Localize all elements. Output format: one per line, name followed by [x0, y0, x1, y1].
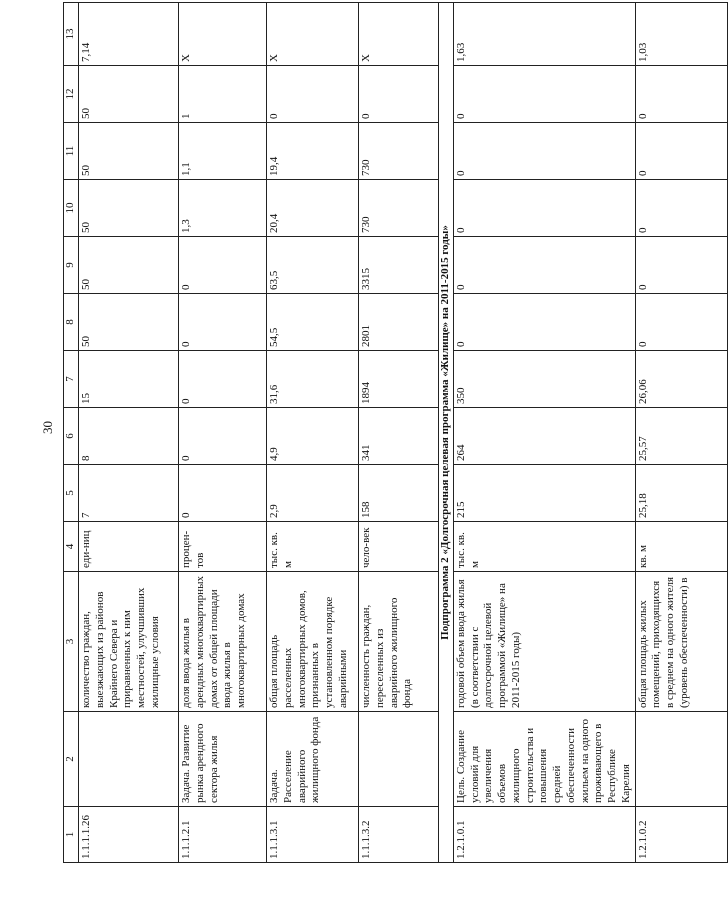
- table-cell: 5: [64, 465, 79, 522]
- table-cell: 3: [64, 572, 79, 712]
- table-cell: 0: [179, 465, 267, 522]
- table-cell: количество граждан, выезжающих из районов Крайнего Севера и приравненных к ним местностей, улучшивших жилищные условия: [79, 572, 179, 712]
- table-cell: 25,57: [635, 408, 727, 465]
- table-cell: 0: [179, 294, 267, 351]
- table-cell: 1894: [359, 351, 439, 408]
- table-cell: 1.1.1.3.2: [359, 807, 439, 863]
- table-cell: 19,4: [267, 123, 359, 180]
- table-cell: 158: [359, 465, 439, 522]
- table-cell: 1: [64, 807, 79, 863]
- table-cell: 0: [179, 408, 267, 465]
- table-cell: 9: [64, 237, 79, 294]
- table-body: [64, 3, 728, 863]
- table-cell: 0: [635, 66, 727, 123]
- table-cell: 730: [359, 123, 439, 180]
- table-cell: доля ввода жилья в арендных многоквартирных домах от общей площади ввода жилья в многоквартирных домах: [179, 572, 267, 712]
- table-cell: 1,1: [179, 123, 267, 180]
- table-row: [267, 3, 359, 863]
- table-cell: годовой объем ввода жилья (в соответствии с долгосрочной целевой программой «Жилище» на 2011-2015 годы): [453, 572, 635, 712]
- table-cell: 1.2.1.0.1: [453, 807, 635, 863]
- table-cell: тыс. кв. м: [453, 522, 635, 572]
- table-cell: 730: [359, 180, 439, 237]
- table-cell: 6: [64, 408, 79, 465]
- table-cell: 10: [64, 180, 79, 237]
- table-cell: 50: [79, 237, 179, 294]
- table-cell: 7: [79, 465, 179, 522]
- table-cell: 350: [453, 351, 635, 408]
- table-cell: 0: [453, 66, 635, 123]
- table-cell: 215: [453, 465, 635, 522]
- table-cell: 0: [453, 237, 635, 294]
- table-cell: 0: [453, 180, 635, 237]
- table-cell: 1.1.1.2.1: [179, 807, 267, 863]
- table-cell: 4: [64, 522, 79, 572]
- table-cell: 11: [64, 123, 79, 180]
- table-cell: 2: [64, 712, 79, 807]
- table-row: [453, 3, 635, 863]
- table-cell: 1,3: [179, 180, 267, 237]
- table-cell: 25,18: [635, 465, 727, 522]
- table-row: [79, 3, 179, 863]
- table-cell: X: [267, 3, 359, 66]
- table-cell: 1.2.1.0.2: [635, 807, 727, 863]
- table-cell: X: [179, 3, 267, 66]
- table-cell: 63,5: [267, 237, 359, 294]
- table-cell: 1.1.1.3.1: [267, 807, 359, 863]
- table-cell: 50: [79, 180, 179, 237]
- table-cell: Задача. Развитие рынка арендного сектора жилья: [179, 712, 267, 807]
- table-cell: 12: [64, 66, 79, 123]
- table-cell: 0: [635, 294, 727, 351]
- indicators-table: [63, 2, 728, 863]
- table-cell: 54,5: [267, 294, 359, 351]
- table-cell: 15: [79, 351, 179, 408]
- table-cell: 8: [64, 294, 79, 351]
- table-cell: [79, 712, 179, 807]
- table-cell: 50: [79, 294, 179, 351]
- table-cell: 13: [64, 3, 79, 66]
- table-cell: процен-тов: [179, 522, 267, 572]
- table-cell: 8: [79, 408, 179, 465]
- table-cell: 1,63: [453, 3, 635, 66]
- table-cell: еди-ниц: [79, 522, 179, 572]
- table-cell: 0: [635, 123, 727, 180]
- table-cell: 0: [453, 123, 635, 180]
- table-cell: тыс. кв. м: [267, 522, 359, 572]
- header-row: [64, 3, 79, 863]
- table-cell: 0: [359, 66, 439, 123]
- table-cell: 2801: [359, 294, 439, 351]
- table-row: [359, 3, 439, 863]
- table-cell: 50: [79, 66, 179, 123]
- table-cell: чело-век: [359, 522, 439, 572]
- table-cell: 0: [179, 351, 267, 408]
- table-cell: 341: [359, 408, 439, 465]
- table-cell: 0: [453, 294, 635, 351]
- table-cell: 0: [267, 66, 359, 123]
- table-cell: 7: [64, 351, 79, 408]
- table-cell: общая площадь жилых помещений, приходящихся в среднем на одного жителя (уровень обеспеченности) в: [635, 572, 727, 712]
- table-cell: X: [359, 3, 439, 66]
- table-cell: 7,14: [79, 3, 179, 66]
- table-cell: 1: [179, 66, 267, 123]
- table-cell: 264: [453, 408, 635, 465]
- table-row: [635, 3, 727, 863]
- table-cell: 31,6: [267, 351, 359, 408]
- table-cell: 20,4: [267, 180, 359, 237]
- table-cell: Цель. Создание условий для увеличения объемов жилищного строительства и повышения средней обеспеченности жильем на одного проживающего в Республике Карелия: [453, 712, 635, 807]
- table-cell: 4,9: [267, 408, 359, 465]
- table-cell: 0: [635, 180, 727, 237]
- table-cell: 1.1.1.1.26: [79, 807, 179, 863]
- table-cell: 50: [79, 123, 179, 180]
- table-cell: 2,9: [267, 465, 359, 522]
- table-cell: [359, 712, 439, 807]
- table-cell: 3315: [359, 237, 439, 294]
- rotated-table-container: [63, 3, 690, 863]
- table-row: [179, 3, 267, 863]
- section-row: [439, 3, 454, 863]
- table-cell: 26,06: [635, 351, 727, 408]
- table-cell: 0: [635, 237, 727, 294]
- table-cell: [635, 712, 727, 807]
- section-title: Подпрограмма 2 «Долгосрочная целевая программа «Жилище» на 2011-2015 годы»: [439, 3, 454, 863]
- table-cell: кв. м: [635, 522, 727, 572]
- table-cell: численность граждан, переселенных из аварийного жилищного фонда: [359, 572, 439, 712]
- page-number: 30: [40, 421, 55, 434]
- table-cell: Задача. Расселение аварийного жилищного фонда: [267, 712, 359, 807]
- table-cell: 0: [179, 237, 267, 294]
- table-cell: 1,03: [635, 3, 727, 66]
- table-cell: общая площадь расселенных многоквартирных домов, признанных в установленном порядке аварийными: [267, 572, 359, 712]
